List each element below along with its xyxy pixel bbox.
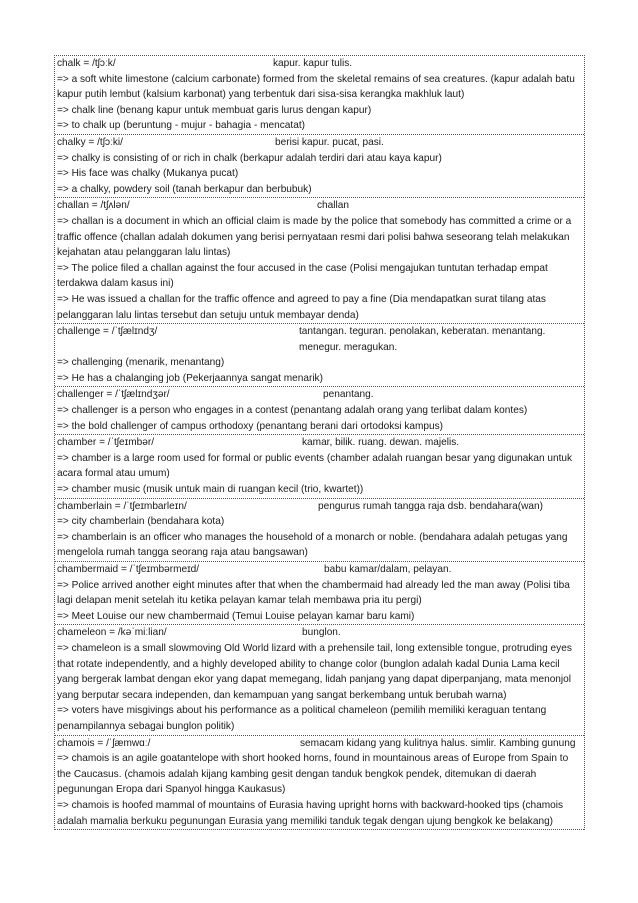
dictionary-entry xyxy=(55,387,584,435)
entry-term: chalk = /tʃɔːk/ xyxy=(57,58,116,69)
entry-example-line: => chamois is hoofed mammal of mountains of Eurasia having upright horns with backward-hooked tips (chamois adalah mamalia berkuku pegunungan Eurasia yang memiliki tanduk tegak dengan ujung bengkok ke belakang) xyxy=(57,799,564,827)
entry-example-line: => Meet Louise our new chambermaid (Temui Louise pelayan kamar baru kami) xyxy=(57,610,415,622)
entry-example-line: => a soft white limestone (calcium carbonate) formed from the skeletal remains of sea creatures. (kapur adalah batu kapur putih lembut (kalsium karbonat) yang terbentuk dari sisa-sisa kerangka makhluk laut) xyxy=(57,73,575,101)
entry-example-line: => chamberlain is an officer who manages the household of a monarch or noble. (bendahara adalah petugas yang mengelola rumah tangga seorang raja atau bangsawan) xyxy=(57,531,568,559)
entry-example-line: => Police arrived another eight minutes after that when the chambermaid had already led the man away (Polisi tiba lagi delapan menit setelah itu ketika pelayan kamar telah membawa pria itu pergi) xyxy=(57,579,570,607)
entry-example-line: => His face was chalky (Mukanya pucat) xyxy=(57,168,239,180)
entry-gloss: berisi kapur. pucat, pasi. xyxy=(275,136,384,148)
entry-example-line: => chalk line (benang kapur untuk membuat garis lurus dengan kapur) xyxy=(57,104,372,116)
entry-term: chamberlain = /ˈtʃeɪmbarleɪn/ xyxy=(57,500,187,512)
dictionary-entry xyxy=(55,625,584,735)
entry-term: chamber = /ˈtʃeɪmbər/ xyxy=(57,437,154,449)
dictionary-entry xyxy=(55,736,584,831)
dictionary-entry xyxy=(55,135,584,198)
dictionary-entry xyxy=(55,435,584,498)
entry-headword-line xyxy=(57,625,583,641)
entry-example-line: => chameleon is a small slowmoving Old World lizard with a prehensile tail, long extensible tongue, protruding eyes that rotate independently, and a highly developed ability to change color (bunglon adalah kadal Dunia Lama kecil yang bergerak lambat dengan ekor yang dapat memegang, lidah panjang yang dapat diperpanjang, mata menonjol yang berputar secara independen, dan kemampuan yang sangat berkembang untuk berubah warna) xyxy=(57,642,572,701)
entry-example-line: => chamber is a large room used for formal or public events (chamber adalah ruangan besar yang digunakan untuk acara formal atau umum) xyxy=(57,452,573,480)
entry-term: chamois = /ˈʃæmwɑː/ xyxy=(57,737,151,749)
entry-headword-line xyxy=(57,435,583,451)
entry-gloss: kamar, bilik. ruang. dewan. majelis. xyxy=(302,437,460,449)
entry-gloss: babu kamar/dalam, pelayan. xyxy=(324,564,452,575)
entry-example-line: => to chalk up (beruntung - mujur - bahagia - mencatat) xyxy=(57,120,305,132)
entry-headword-line xyxy=(57,736,583,752)
entry-example-line: => challan is a document in which an official claim is made by the police that somebody has committed a crime or a traffic offence (challan adalah dokumen yang berisi pernyataan resmi dari polisi bahwa seseorang telah melakukan kejahatan atau pelanggaran lalu lintas) xyxy=(57,215,572,259)
entry-example-line: => He was issued a challan for the traffic offence and agreed to pay a fine (Dia mendapatkan surat tilang atas pelanggaran lalu lintas tersebut dan setuju untuk membayar denda) xyxy=(57,293,546,321)
entry-example-line: => the bold challenger of campus orthodoxy (penantang berani dari ortodoksi kampus) xyxy=(57,420,444,432)
dictionary-entry xyxy=(55,324,584,387)
dictionary-entry xyxy=(55,499,584,562)
entry-gloss: pengurus rumah tangga raja dsb. bendahara(wan) xyxy=(318,500,544,512)
entry-term: chalky = /tʃɔːki/ xyxy=(57,136,123,148)
entry-term: challenger = /ˈtʃælɪndʒər/ xyxy=(57,389,170,401)
dictionary-document xyxy=(54,55,585,830)
entry-example-line: => challenging (menarik, menantang) xyxy=(57,357,225,369)
entry-gloss: semacam kidang yang kulitnya halus. simlir. Kambing gunung xyxy=(300,737,576,749)
entry-headword-line xyxy=(57,56,583,72)
entry-headword-line xyxy=(57,562,583,578)
entry-headword-line xyxy=(57,135,583,151)
entry-headword-line xyxy=(57,499,583,515)
entry-headword-line xyxy=(57,324,583,355)
entry-example-line: => The police filed a challan against the four accused in the case (Polisi mengajukan tuntutan terhadap empat terdakwa dalam kasus ini) xyxy=(57,262,548,290)
entry-gloss: challan xyxy=(317,200,349,212)
dictionary-entry xyxy=(55,198,584,324)
dictionary-entry xyxy=(55,562,584,625)
entry-term: chameleon = /kəˈmiːlian/ xyxy=(57,627,167,639)
entry-example-line: => voters have misgivings about his performance as a political chameleon (pemilih memiliki keraguan tentang penampilannya sebagai bunglon politik) xyxy=(57,705,547,732)
entry-example-line: => city chamberlain (bendahara kota) xyxy=(57,516,225,528)
entry-example-line: => chamber music (musik untuk main di ruangan kecil (trio, kwartet)) xyxy=(57,484,364,496)
entry-example-line: => He has a chalanging job (Pekerjaannya sangat menarik) xyxy=(57,372,323,384)
entry-example-line: => challenger is a person who engages in a contest (penantang adalah orang yang terlibat dalam kontes) xyxy=(57,405,528,417)
entry-gloss: tantangan. teguran. penolakan, keberatan. menantang. menegur. meragukan. xyxy=(299,326,546,353)
dictionary-entry xyxy=(55,56,584,135)
entry-gloss: bunglon. xyxy=(302,627,341,639)
entry-gloss: penantang. xyxy=(323,389,374,401)
entry-term: challan = /tʃʌlən/ xyxy=(57,200,130,212)
entry-headword-line xyxy=(57,198,583,214)
entry-term: challenge = /ˈtʃælɪndʒ/ xyxy=(57,326,158,338)
entry-example-line: => a chalky, powdery soil (tanah berkapur dan berbubuk) xyxy=(57,183,312,195)
entry-example-line: => chalky is consisting of or rich in chalk (berkapur adalah terdiri dari atau kaya kapur) xyxy=(57,152,442,164)
entry-headword-line xyxy=(57,387,583,403)
entry-term: chambermaid = /ˈtʃeɪmbərmeɪd/ xyxy=(57,564,200,575)
entry-gloss: kapur. kapur tulis. xyxy=(273,58,353,69)
entry-example-line: => chamois is an agile goatantelope with short hooked horns, found in mountainous areas of Europe from Spain to the Caucasus. (chamois adalah kijang kambing gesit dengan tanduk bengkok pendek, ditemukan di daerah pegunungan Eropa dari Spanyol hingga Kaukasus) xyxy=(57,753,569,796)
